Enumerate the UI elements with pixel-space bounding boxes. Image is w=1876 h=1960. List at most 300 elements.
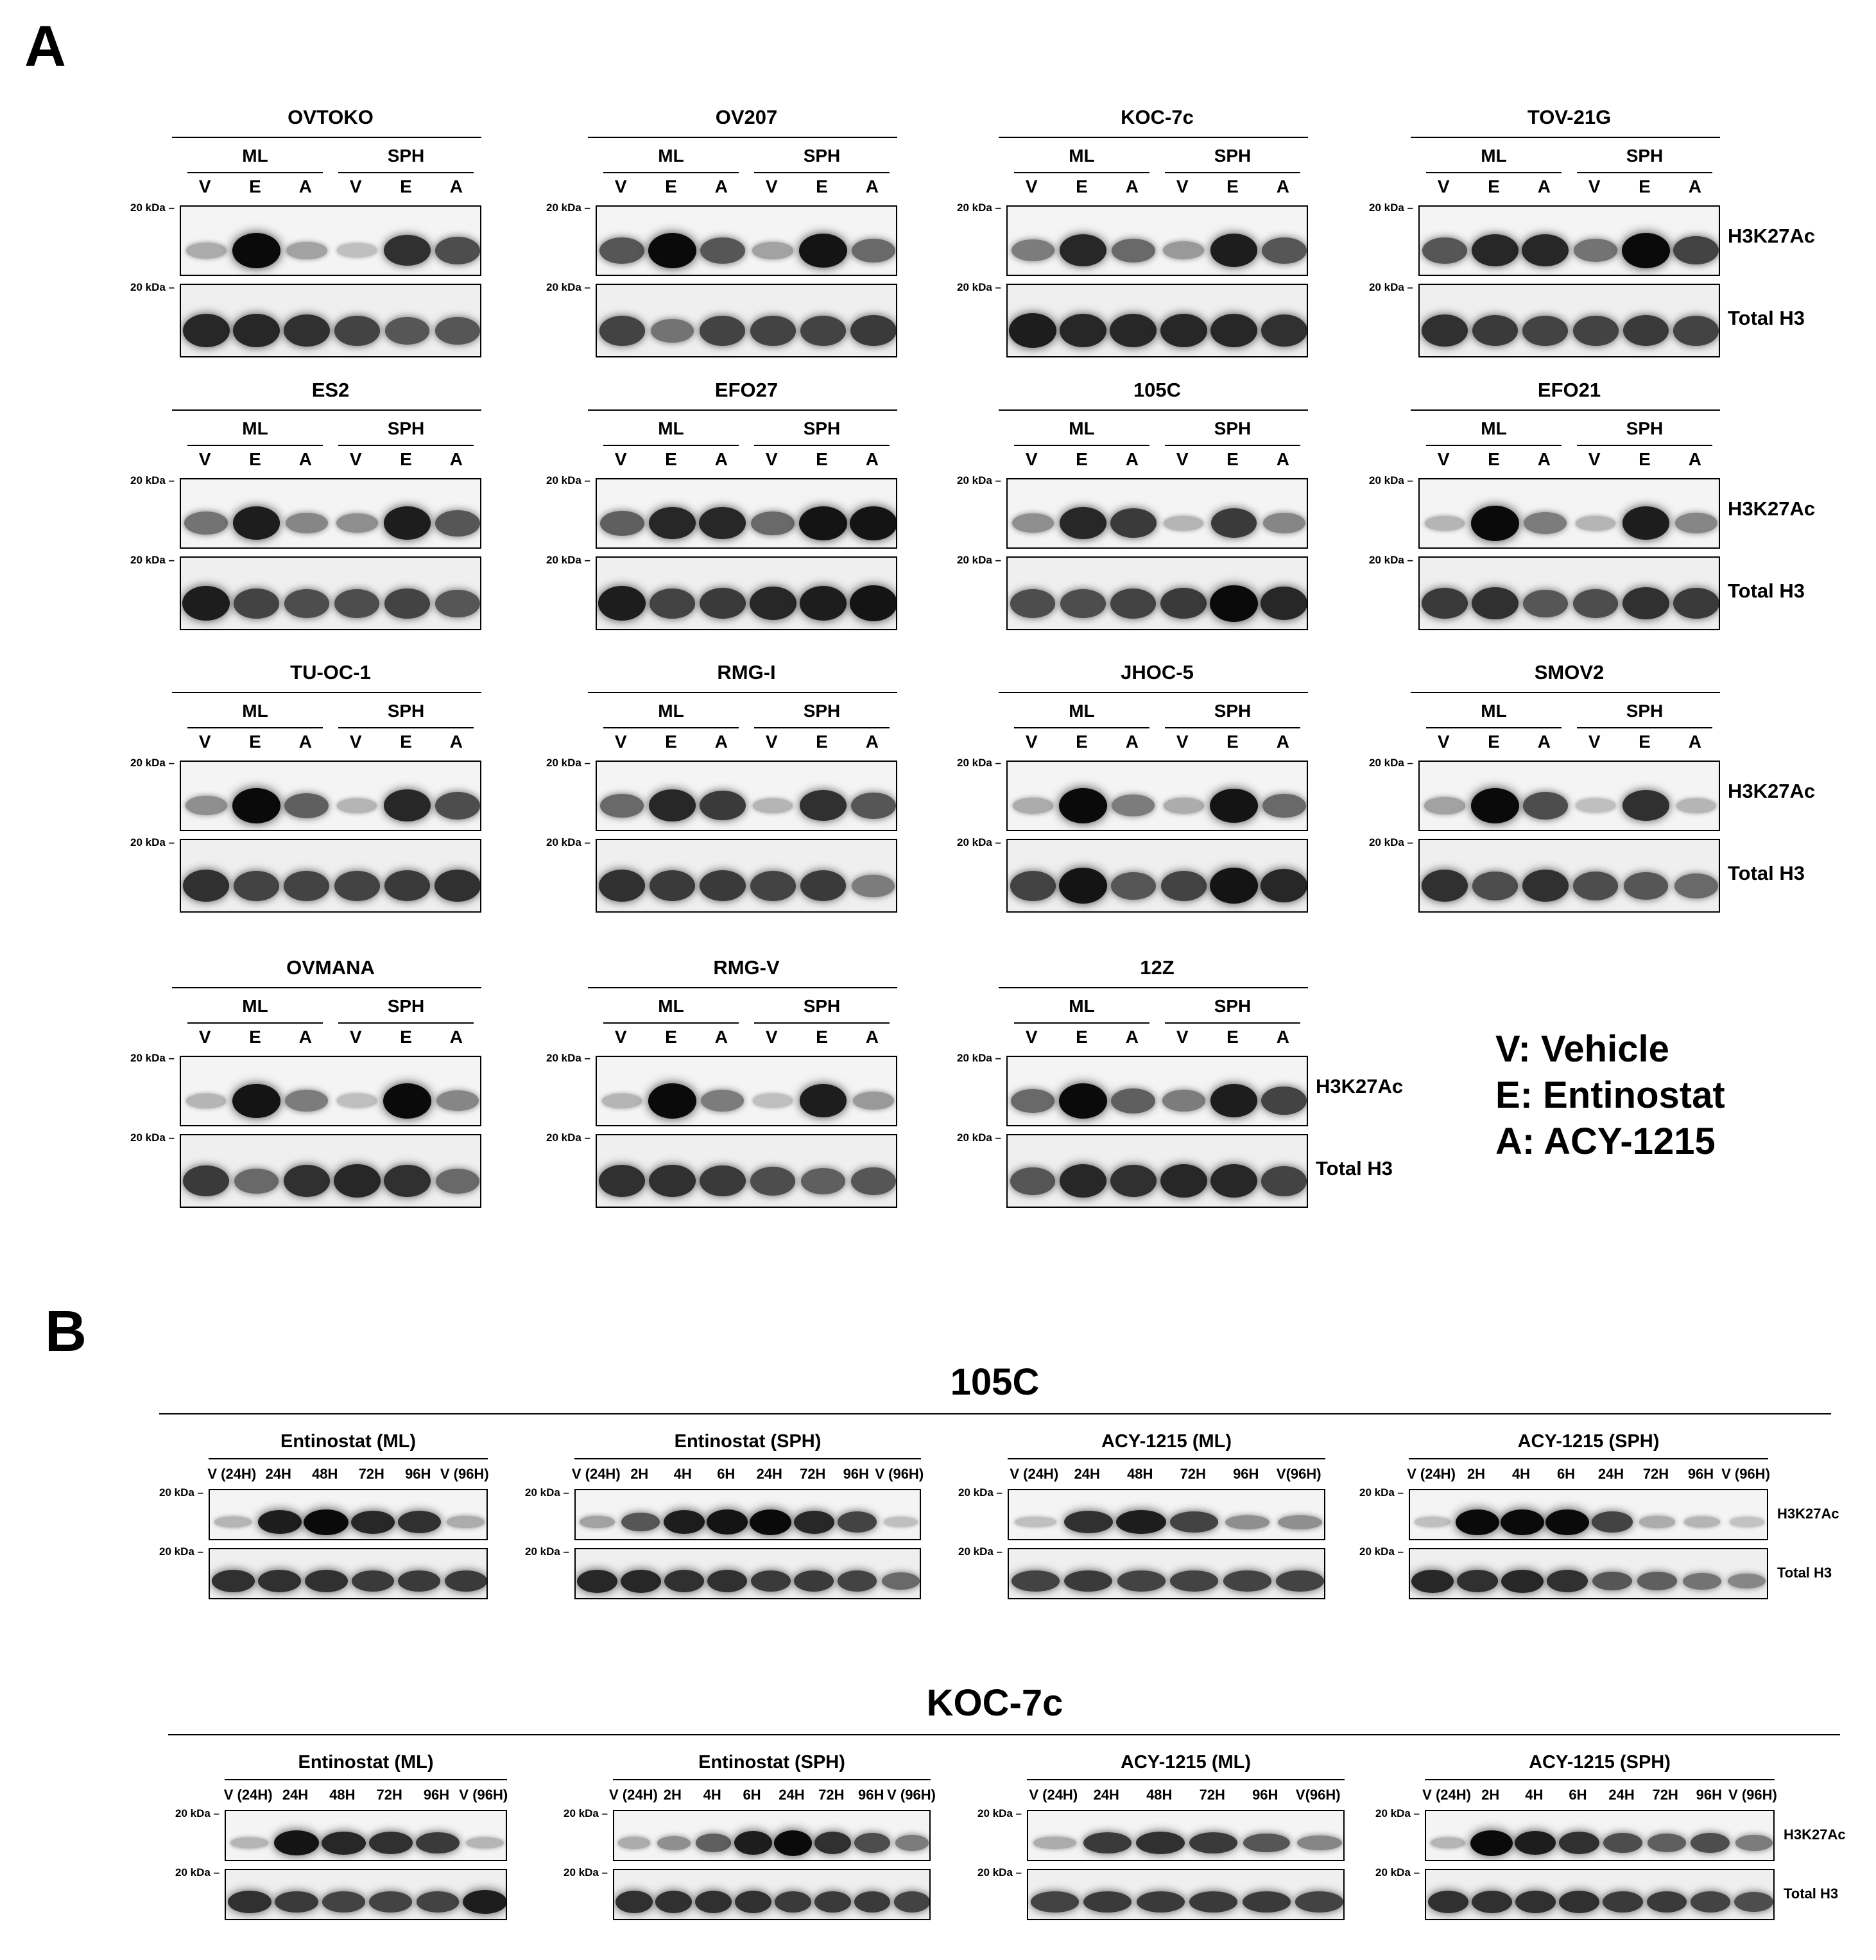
lane-label: E bbox=[1076, 1027, 1088, 1047]
band bbox=[305, 1570, 348, 1592]
group-label: ML bbox=[242, 418, 268, 438]
band bbox=[1472, 234, 1519, 266]
group-label: SPH bbox=[803, 418, 841, 438]
band bbox=[1211, 508, 1257, 538]
group-underline bbox=[1577, 445, 1712, 446]
blot-total-h3 bbox=[180, 1134, 481, 1208]
title-underline bbox=[588, 137, 897, 138]
kda-marker: 20 kDa – bbox=[546, 202, 590, 214]
lane-label: A bbox=[298, 449, 312, 469]
blot-h3k27ac bbox=[1418, 478, 1720, 549]
group-label: ML bbox=[1069, 418, 1095, 438]
band bbox=[234, 589, 279, 618]
band bbox=[801, 1168, 845, 1194]
band bbox=[274, 1830, 319, 1855]
band bbox=[1623, 315, 1669, 346]
lane-label: 2H bbox=[1481, 1787, 1500, 1803]
kda-marker: 20 kDa – bbox=[957, 1052, 1001, 1064]
band bbox=[1083, 1832, 1132, 1854]
band bbox=[1136, 1832, 1185, 1854]
band bbox=[799, 234, 847, 268]
lane-label: V (24H) bbox=[1422, 1787, 1471, 1803]
lane-label: E bbox=[1076, 176, 1088, 196]
band bbox=[435, 237, 480, 264]
kda-marker: 20 kDa – bbox=[130, 1131, 175, 1144]
lane-label: 72H bbox=[818, 1787, 845, 1803]
group-underline bbox=[1014, 1022, 1149, 1024]
band bbox=[1470, 1830, 1512, 1856]
band bbox=[1522, 234, 1569, 266]
group-label: SPH bbox=[1626, 418, 1664, 438]
band bbox=[183, 314, 230, 347]
band bbox=[1210, 1164, 1257, 1198]
kda-marker: 20 kDa – bbox=[957, 554, 1001, 566]
lane-label: V bbox=[1437, 176, 1450, 196]
lane-label: V (24H) bbox=[571, 1466, 621, 1482]
treatment-underline bbox=[225, 1779, 507, 1780]
lane-label: V bbox=[349, 176, 362, 196]
lane-label: V bbox=[198, 732, 211, 752]
group-label: ML bbox=[1481, 418, 1507, 438]
band bbox=[1683, 1573, 1721, 1590]
band bbox=[800, 316, 846, 345]
lane-label: V (96H) bbox=[887, 1787, 936, 1803]
title-underline bbox=[588, 987, 897, 988]
title-underline bbox=[172, 987, 481, 988]
lane-label: V bbox=[765, 732, 778, 752]
band bbox=[1170, 1511, 1218, 1532]
band bbox=[1110, 314, 1157, 347]
band bbox=[750, 587, 796, 620]
lane-label: V (24H) bbox=[1010, 1466, 1059, 1482]
blot-total-h3 bbox=[1418, 556, 1720, 630]
lane-label: 6H bbox=[717, 1466, 736, 1482]
band bbox=[1428, 1891, 1468, 1913]
group-underline bbox=[1165, 445, 1300, 446]
blot-total-h3 bbox=[1418, 839, 1720, 913]
lane-label: E bbox=[665, 1027, 677, 1047]
kda-marker: 20 kDa – bbox=[1369, 554, 1413, 566]
lane-label: E bbox=[816, 1027, 828, 1047]
band bbox=[1472, 872, 1517, 900]
band bbox=[1160, 588, 1207, 619]
band bbox=[1164, 798, 1204, 814]
band bbox=[1010, 589, 1055, 618]
band bbox=[1015, 1517, 1056, 1527]
group-underline bbox=[754, 727, 890, 728]
blot-title: OVMANA bbox=[286, 956, 375, 979]
band bbox=[1111, 872, 1156, 900]
group-label: SPH bbox=[387, 146, 425, 166]
band bbox=[1116, 1510, 1166, 1534]
row-label-total-h3: Total H3 bbox=[1784, 1886, 1839, 1902]
band bbox=[650, 870, 696, 901]
band bbox=[700, 588, 746, 619]
kda-marker: 20 kDa – bbox=[130, 474, 175, 486]
blot-total-h3 bbox=[1006, 556, 1308, 630]
band bbox=[1559, 1891, 1599, 1913]
blot-total-h3 bbox=[596, 556, 897, 630]
blot-total-h3 bbox=[1006, 839, 1308, 913]
band bbox=[1117, 1570, 1166, 1591]
band bbox=[854, 1891, 891, 1913]
lane-label: V bbox=[765, 176, 778, 196]
group-label: SPH bbox=[803, 146, 841, 166]
band bbox=[1064, 1511, 1113, 1533]
lane-label: E bbox=[1639, 732, 1651, 752]
group-label: ML bbox=[1069, 146, 1095, 166]
kda-marker: 20 kDa – bbox=[957, 281, 1001, 293]
kda-marker: 20 kDa – bbox=[546, 554, 590, 566]
band bbox=[466, 1837, 504, 1848]
lane-label: 24H bbox=[779, 1787, 805, 1803]
band bbox=[1735, 1835, 1773, 1851]
lane-label: 72H bbox=[1642, 1466, 1669, 1482]
blot-total-h3 bbox=[596, 1134, 897, 1208]
blot-h3k27ac bbox=[1418, 205, 1720, 276]
band bbox=[384, 589, 430, 618]
kda-marker: 20 kDa – bbox=[564, 1807, 608, 1819]
lane-label: V bbox=[1176, 1027, 1189, 1047]
kda-marker: 20 kDa – bbox=[546, 1052, 590, 1064]
band bbox=[600, 511, 644, 536]
group-label: SPH bbox=[803, 996, 841, 1016]
band bbox=[1422, 314, 1468, 347]
treatment-underline bbox=[1008, 1458, 1325, 1459]
band bbox=[750, 1509, 791, 1535]
kda-marker: 20 kDa – bbox=[525, 1545, 569, 1558]
cell-line-title: KOC-7c bbox=[926, 1682, 1063, 1724]
lane-label: 96H bbox=[1233, 1466, 1259, 1482]
lane-label: V bbox=[614, 732, 627, 752]
band bbox=[1523, 792, 1568, 820]
blot-total-h3 bbox=[574, 1548, 921, 1599]
row-label-total-h3: Total H3 bbox=[1316, 1157, 1393, 1180]
band bbox=[750, 316, 796, 345]
row-label-total-h3: Total H3 bbox=[1728, 580, 1805, 602]
band bbox=[1013, 798, 1053, 814]
blot-h3k27ac bbox=[596, 1056, 897, 1126]
lane-label: V(96H) bbox=[1295, 1787, 1341, 1803]
band bbox=[334, 316, 380, 345]
band bbox=[1457, 1570, 1499, 1592]
blot-total-h3 bbox=[1425, 1869, 1775, 1920]
kda-marker: 20 kDa – bbox=[130, 836, 175, 848]
group-underline bbox=[187, 727, 323, 728]
band bbox=[1011, 1570, 1060, 1591]
row-label-total-h3: Total H3 bbox=[1777, 1565, 1832, 1581]
band bbox=[1059, 788, 1107, 823]
blot-h3k27ac bbox=[225, 1810, 507, 1861]
lane-label: E bbox=[665, 449, 677, 469]
lane-label: A bbox=[1125, 176, 1139, 196]
treatment-title: ACY-1215 (SPH) bbox=[1529, 1752, 1671, 1773]
band bbox=[384, 870, 431, 901]
group-underline bbox=[338, 172, 474, 173]
band bbox=[336, 513, 378, 533]
band bbox=[435, 792, 480, 820]
lane-label: V bbox=[1588, 449, 1601, 469]
blot-h3k27ac bbox=[1409, 1489, 1768, 1540]
lane-label: 72H bbox=[1199, 1787, 1225, 1803]
band bbox=[1276, 1570, 1324, 1591]
title-underline bbox=[1411, 409, 1720, 411]
band bbox=[1031, 1891, 1079, 1912]
blot-total-h3 bbox=[225, 1869, 507, 1920]
blot-h3k27ac bbox=[1027, 1810, 1345, 1861]
band bbox=[751, 511, 795, 535]
blot-total-h3 bbox=[1008, 1548, 1325, 1599]
band bbox=[1639, 1516, 1675, 1527]
lane-label: E bbox=[665, 732, 677, 752]
band bbox=[750, 871, 796, 900]
band bbox=[1691, 1891, 1730, 1912]
lane-label: V (96H) bbox=[459, 1787, 508, 1803]
blot-total-h3 bbox=[1409, 1548, 1768, 1599]
band bbox=[337, 798, 377, 813]
lane-label: 96H bbox=[858, 1787, 884, 1803]
kda-marker: 20 kDa – bbox=[958, 1545, 1003, 1558]
band bbox=[800, 586, 847, 621]
blot-title: EFO21 bbox=[1537, 379, 1601, 401]
band bbox=[753, 798, 793, 813]
title-underline bbox=[588, 409, 897, 411]
band bbox=[233, 314, 280, 347]
blot-title: SMOV2 bbox=[1534, 661, 1605, 683]
blot-h3k27ac bbox=[596, 478, 897, 549]
lane-label: E bbox=[249, 1027, 261, 1047]
band bbox=[1262, 794, 1306, 818]
lane-label: V bbox=[614, 449, 627, 469]
row-label-total-h3: Total H3 bbox=[1728, 862, 1805, 884]
band bbox=[800, 1084, 847, 1117]
title-underline bbox=[588, 692, 897, 693]
band bbox=[1225, 1515, 1269, 1529]
treatment-underline bbox=[574, 1458, 921, 1459]
band bbox=[1261, 314, 1307, 347]
blot-title: RMG-V bbox=[713, 956, 780, 979]
band bbox=[707, 1570, 747, 1592]
group-underline bbox=[1165, 172, 1300, 173]
band bbox=[648, 233, 696, 268]
band bbox=[1278, 1515, 1322, 1529]
lane-label: V bbox=[198, 449, 211, 469]
band bbox=[1424, 797, 1465, 814]
lane-label: A bbox=[298, 732, 312, 752]
band bbox=[814, 1832, 851, 1854]
blot-h3k27ac bbox=[1006, 1056, 1308, 1126]
lane-label: V bbox=[1588, 176, 1601, 196]
legend-item: A: ACY-1215 bbox=[1495, 1121, 1716, 1162]
band bbox=[398, 1511, 441, 1533]
lane-label: E bbox=[1226, 176, 1239, 196]
kda-marker: 20 kDa – bbox=[175, 1866, 219, 1878]
group-underline bbox=[1165, 727, 1300, 728]
lane-label: 48H bbox=[329, 1787, 356, 1803]
group-underline bbox=[338, 727, 474, 728]
band bbox=[1422, 237, 1467, 264]
group-underline bbox=[603, 727, 739, 728]
lane-label: A bbox=[1125, 449, 1139, 469]
band bbox=[1674, 873, 1718, 898]
blot-h3k27ac bbox=[1006, 205, 1308, 276]
band bbox=[750, 1167, 795, 1196]
band bbox=[337, 243, 377, 257]
group-label: ML bbox=[658, 996, 684, 1016]
band bbox=[1647, 1891, 1687, 1913]
lane-label: A bbox=[298, 176, 312, 196]
group-underline bbox=[754, 1022, 890, 1024]
blot-title: TOV-21G bbox=[1527, 106, 1612, 128]
band bbox=[1261, 1166, 1307, 1196]
blot-total-h3 bbox=[1006, 284, 1308, 357]
band bbox=[1673, 316, 1719, 345]
lane-label: E bbox=[249, 449, 261, 469]
band bbox=[186, 243, 227, 259]
band bbox=[649, 789, 696, 821]
band bbox=[1624, 872, 1669, 900]
group-label: ML bbox=[658, 701, 684, 721]
band bbox=[1060, 507, 1106, 539]
lane-label: A bbox=[1276, 449, 1289, 469]
band bbox=[1110, 589, 1156, 618]
lane-label: 72H bbox=[800, 1466, 826, 1482]
band bbox=[854, 1833, 890, 1853]
band bbox=[447, 1516, 485, 1527]
lane-label: E bbox=[249, 732, 261, 752]
band bbox=[655, 1891, 692, 1913]
kda-marker: 20 kDa – bbox=[1375, 1866, 1420, 1878]
band bbox=[1501, 1570, 1543, 1593]
group-label: SPH bbox=[1214, 418, 1252, 438]
blot-total-h3 bbox=[209, 1548, 488, 1599]
band bbox=[794, 1511, 834, 1534]
band bbox=[1422, 588, 1468, 619]
group-label: ML bbox=[1069, 996, 1095, 1016]
band bbox=[384, 789, 431, 821]
band bbox=[1673, 588, 1719, 619]
group-label: SPH bbox=[387, 996, 425, 1016]
kda-marker: 20 kDa – bbox=[957, 757, 1001, 769]
lane-label: 4H bbox=[1525, 1787, 1544, 1803]
lane-label: E bbox=[1226, 732, 1239, 752]
band bbox=[1210, 789, 1257, 823]
blot-h3k27ac bbox=[596, 761, 897, 831]
lane-label: 72H bbox=[1180, 1466, 1206, 1482]
lane-label: A bbox=[865, 449, 879, 469]
band bbox=[1559, 1832, 1599, 1854]
group-underline bbox=[1426, 172, 1562, 173]
row-label-h3k27ac: H3K27Ac bbox=[1728, 497, 1816, 520]
band bbox=[700, 870, 746, 901]
title-underline bbox=[1411, 692, 1720, 693]
band bbox=[337, 1094, 377, 1108]
band bbox=[1730, 1517, 1765, 1527]
lane-label: A bbox=[714, 449, 728, 469]
band bbox=[1261, 1087, 1307, 1115]
band bbox=[599, 237, 644, 264]
lane-label: 96H bbox=[1696, 1787, 1722, 1803]
band bbox=[1684, 1517, 1720, 1527]
kda-marker: 20 kDa – bbox=[1375, 1807, 1420, 1819]
band bbox=[650, 589, 695, 618]
group-underline bbox=[1577, 727, 1712, 728]
band bbox=[334, 1164, 381, 1198]
band bbox=[884, 1517, 918, 1527]
band bbox=[649, 1165, 695, 1197]
blot-h3k27ac bbox=[1006, 478, 1308, 549]
blot-total-h3 bbox=[180, 556, 481, 630]
band bbox=[435, 317, 480, 345]
band bbox=[284, 589, 329, 618]
band bbox=[648, 1083, 696, 1119]
band bbox=[445, 1570, 487, 1592]
band bbox=[1472, 315, 1519, 346]
band bbox=[577, 1570, 617, 1593]
treatment-underline bbox=[209, 1458, 488, 1459]
lane-label: V (96H) bbox=[440, 1466, 489, 1482]
kda-marker: 20 kDa – bbox=[159, 1486, 203, 1499]
band bbox=[398, 1570, 440, 1592]
lane-label: 72H bbox=[1652, 1787, 1678, 1803]
band bbox=[852, 875, 895, 897]
kda-marker: 20 kDa – bbox=[957, 202, 1001, 214]
group-underline bbox=[1014, 445, 1149, 446]
group-label: SPH bbox=[1214, 701, 1252, 721]
band bbox=[1060, 234, 1106, 266]
band bbox=[774, 1830, 812, 1856]
band bbox=[1210, 868, 1257, 904]
group-label: ML bbox=[1481, 701, 1507, 721]
lane-label: A bbox=[1537, 449, 1551, 469]
lane-label: E bbox=[400, 176, 412, 196]
band bbox=[1137, 1891, 1185, 1913]
kda-marker: 20 kDa – bbox=[1369, 281, 1413, 293]
group-underline bbox=[1014, 172, 1149, 173]
lane-label: 96H bbox=[405, 1466, 431, 1482]
band bbox=[1592, 1511, 1632, 1532]
lane-label: 96H bbox=[1687, 1466, 1714, 1482]
band bbox=[1262, 237, 1307, 264]
band bbox=[369, 1891, 411, 1912]
kda-marker: 20 kDa – bbox=[958, 1486, 1003, 1499]
band bbox=[228, 1891, 271, 1913]
lane-label: E bbox=[1639, 176, 1651, 196]
treatment-title: Entinostat (ML) bbox=[298, 1752, 434, 1773]
band bbox=[707, 1509, 748, 1534]
lane-label: A bbox=[298, 1027, 312, 1047]
group-underline bbox=[603, 1022, 739, 1024]
lane-label: A bbox=[1276, 176, 1289, 196]
band bbox=[1622, 233, 1670, 268]
band bbox=[234, 1169, 278, 1194]
band bbox=[233, 506, 280, 539]
group-label: SPH bbox=[387, 418, 425, 438]
band bbox=[284, 793, 329, 818]
band bbox=[882, 1572, 920, 1590]
band bbox=[1210, 1084, 1258, 1117]
band bbox=[618, 1837, 650, 1848]
band bbox=[1425, 516, 1465, 531]
title-underline bbox=[999, 987, 1308, 988]
band bbox=[1060, 314, 1106, 347]
band bbox=[384, 506, 431, 539]
lane-label: 96H bbox=[423, 1787, 450, 1803]
blot-title: TU-OC-1 bbox=[290, 661, 371, 683]
band bbox=[284, 1165, 330, 1197]
kda-marker: 20 kDa – bbox=[957, 836, 1001, 848]
band bbox=[435, 870, 481, 902]
